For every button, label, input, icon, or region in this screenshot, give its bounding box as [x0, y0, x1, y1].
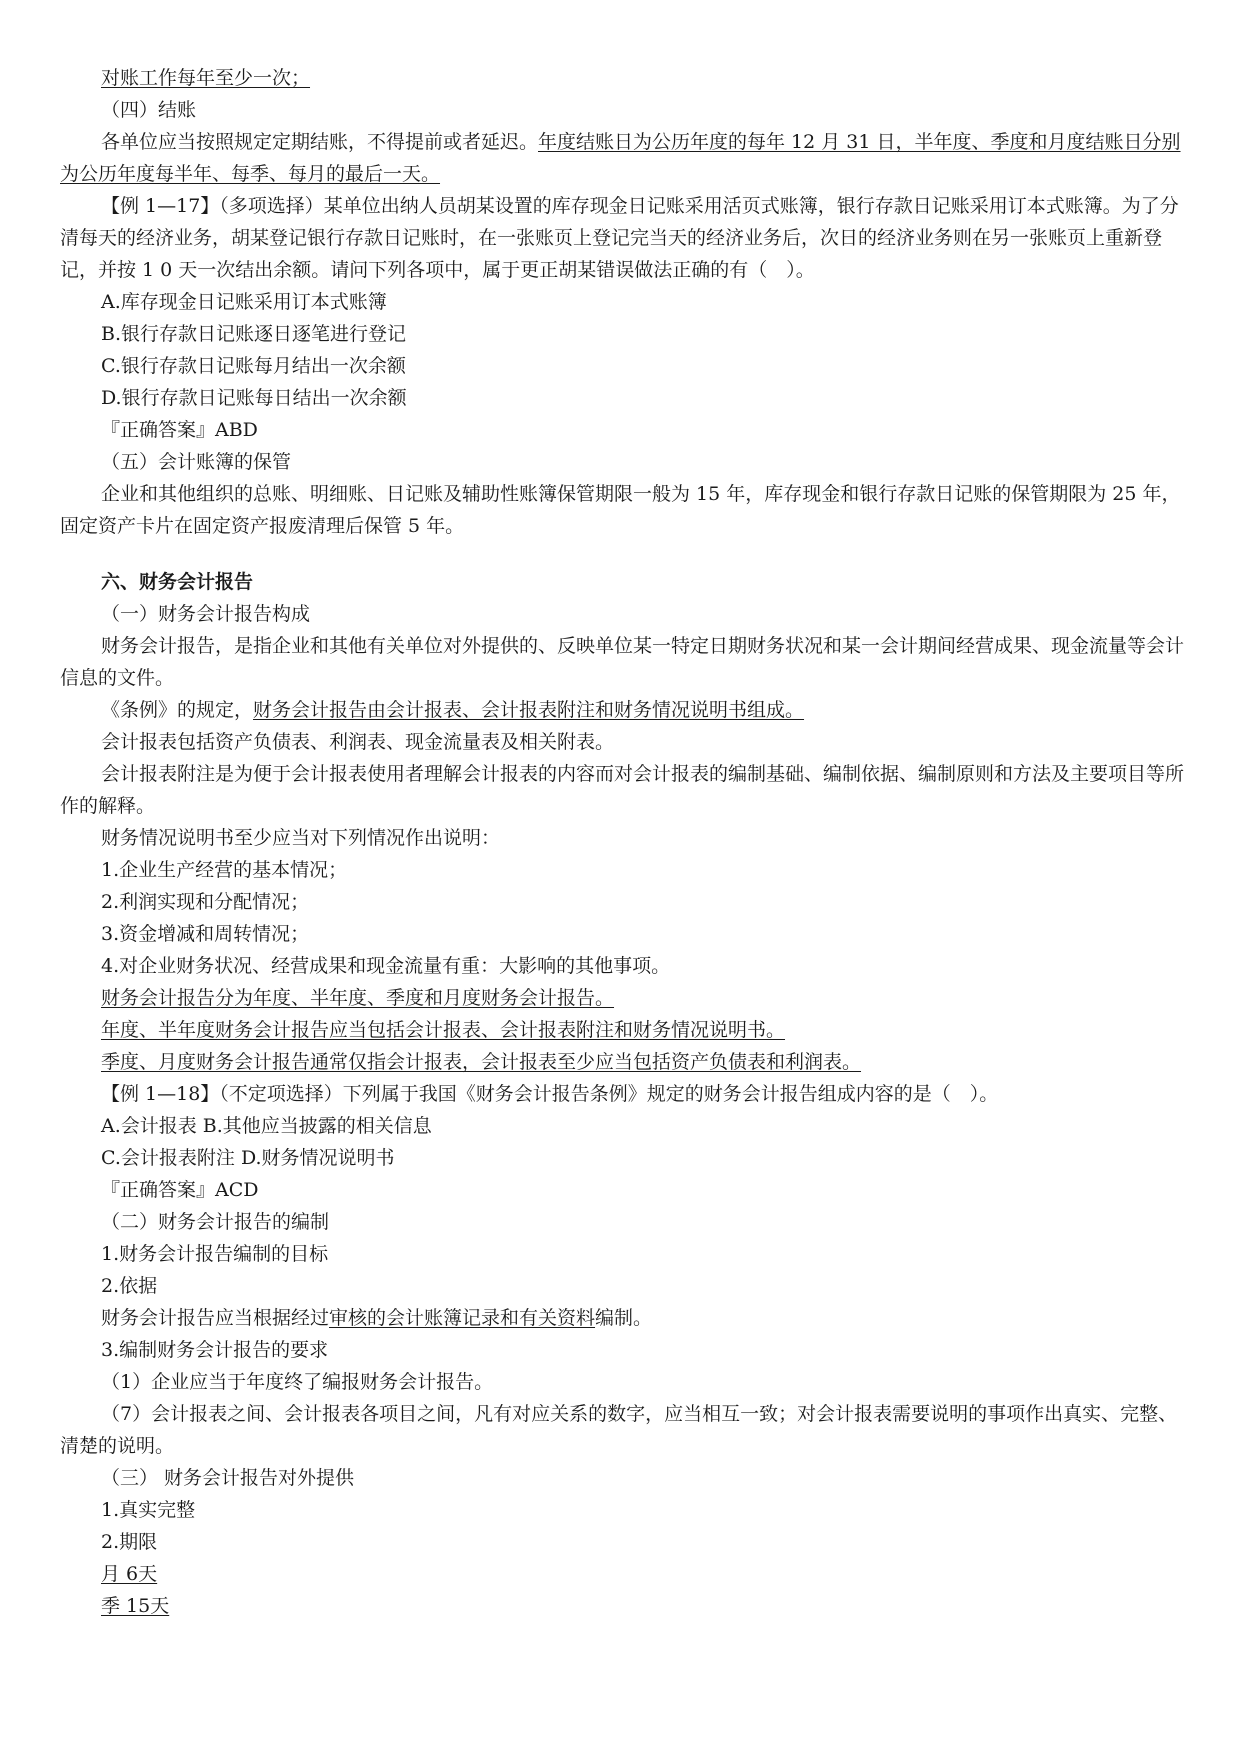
text-run: C.银行存款日记账每月结出一次余额: [101, 355, 406, 377]
text-run: 3.编制财务会计报告的要求: [101, 1339, 329, 1361]
text-line: [60, 950, 1186, 982]
text-line: [60, 350, 1186, 382]
text-run: D.银行存款日记账每日结出一次余额: [101, 387, 407, 409]
text-line: [60, 1078, 1186, 1110]
text-run: 《条例》的规定，: [101, 699, 254, 721]
text-run: 2.依据: [101, 1275, 158, 1297]
text-line: [60, 1558, 1186, 1590]
text-run: C.会计报表附注 D.财务情况说明书: [101, 1147, 395, 1169]
text-line: [60, 1142, 1186, 1174]
text-line: [60, 1526, 1186, 1558]
text-line: [60, 382, 1186, 414]
text-line: [60, 1302, 1186, 1334]
text-line: [60, 598, 1186, 630]
text-line: [60, 1110, 1186, 1142]
text-line: [60, 1334, 1186, 1366]
text-run: 会计报表附注是为便于会计报表使用者理解会计报表的内容而对会计报表的编制基础、编制依据、编制原则和方法及主要项目等所作的解释。: [60, 763, 1185, 817]
text-line: [60, 478, 1186, 542]
text-line: [60, 630, 1186, 694]
text-run: 1.财务会计报告编制的目标: [101, 1243, 329, 1265]
text-line: [60, 126, 1186, 190]
underlined-text: 财务会计报告由会计报表、会计报表附注和财务情况说明书组成。: [253, 699, 805, 721]
underlined-text: 年度、半年度财务会计报告应当包括会计报表、会计报表附注和财务情况说明书。: [101, 1019, 786, 1041]
text-line: [60, 1046, 1186, 1078]
text-run: （7）会计报表之间、会计报表各项目之间，凡有对应关系的数字，应当相互一致；对会计报表需要说明的事项作出真实、完整、清楚的说明。: [60, 1403, 1178, 1457]
text-line: [60, 446, 1186, 478]
underlined-text: 对账工作每年至少一次；: [101, 67, 311, 89]
underlined-text: 财务会计报告分为年度、半年度、季度和月度财务会计报告。: [101, 987, 615, 1009]
text-run: （一）财务会计报告构成: [101, 603, 311, 625]
text-line: [60, 758, 1186, 822]
text-run: 财务会计报告应当根据经过: [101, 1307, 330, 1329]
underlined-text: 季度、月度财务会计报告通常仅指会计报表，会计报表至少应当包括资产负债表和利润表。: [101, 1051, 862, 1073]
text-run: 【例 1—17】（多项选择）某单位出纳人员胡某设置的库存现金日记账采用活页式账簿，银行存款日记账采用订本式账簿。为了分清每天的经济业务，胡某登记银行存款日记账时，在一张账页上登记完当天的经济业务后，次日的经济业务则在另一张账页上重新登记，并按 1 0 天一次结出余额。请问下列各项中，属于更正胡某错误做法正确的有（ ）。: [60, 195, 1179, 281]
text-run: 3.资金增减和周转情况；: [101, 923, 310, 945]
text-line: [60, 918, 1186, 950]
text-run: （四）结账: [101, 99, 197, 121]
text-line: [60, 1270, 1186, 1302]
text-run: 六、财务会计报告: [101, 571, 254, 593]
text-line: [60, 1366, 1186, 1398]
text-run: 2.利润实现和分配情况；: [101, 891, 310, 913]
text-run: （1）企业应当于年度终了编报财务会计报告。: [101, 1371, 494, 1393]
text-run: 编制。: [595, 1307, 653, 1329]
text-run: 【例 1—18】（不定项选择）下列属于我国《财务会计报告条例》规定的财务会计报告组成内容的是（ ）。: [101, 1083, 999, 1105]
text-line: [60, 62, 1186, 94]
text-run: 企业和其他组织的总账、明细账、日记账及辅助性账簿保管期限一般为 15 年，库存现金和银行存款日记账的保管期限为 25 年，固定资产卡片在固定资产报废清理后保管 5 年。: [60, 483, 1181, 537]
text-line: [60, 414, 1186, 446]
text-run: （三） 财务会计报告对外提供: [101, 1467, 355, 1489]
text-run: 『正确答案』ACD: [101, 1179, 259, 1201]
document-body: [60, 62, 1186, 1622]
text-line: [60, 1206, 1186, 1238]
text-run: 1.真实完整: [101, 1499, 196, 1521]
text-line: [60, 886, 1186, 918]
text-line: [60, 726, 1186, 758]
underlined-text: 月 6天: [101, 1563, 158, 1585]
text-run: 各单位应当按照规定定期结账，不得提前或者延迟。: [101, 131, 539, 153]
text-run: 4.对企业财务状况、经营成果和现金流量有重：大影响的其他事项。: [101, 955, 671, 977]
text-run: 2.期限: [101, 1531, 158, 1553]
underlined-text: 季 15天: [101, 1595, 170, 1617]
text-line: [60, 1174, 1186, 1206]
text-line: [60, 822, 1186, 854]
text-line: [60, 1398, 1186, 1462]
text-line: [60, 1014, 1186, 1046]
text-line: [60, 318, 1186, 350]
text-run: （二）财务会计报告的编制: [101, 1211, 330, 1233]
section-heading: [60, 566, 1186, 598]
text-line: [60, 1238, 1186, 1270]
text-line: [60, 982, 1186, 1014]
text-run: A.会计报表 B.其他应当披露的相关信息: [101, 1115, 432, 1137]
underlined-text: 年度结账日为公历年度的每年 12 月 31 日，半年度、季度和月度结账日分别为公历年度每半年、每季、每月的最后一天。: [60, 131, 1181, 185]
text-line: [60, 286, 1186, 318]
text-line: [60, 94, 1186, 126]
text-line: [60, 1462, 1186, 1494]
text-line: [60, 1590, 1186, 1622]
text-line: [60, 854, 1186, 886]
text-run: 『正确答案』ABD: [101, 419, 258, 441]
text-run: 会计报表包括资产负债表、利润表、现金流量表及相关附表。: [101, 731, 615, 753]
text-run: B.银行存款日记账逐日逐笔进行登记: [101, 323, 407, 345]
text-run: 1.企业生产经营的基本情况；: [101, 859, 348, 881]
text-run: A.库存现金日记账采用订本式账簿: [101, 291, 387, 313]
text-run: 财务情况说明书至少应当对下列情况作出说明：: [101, 827, 501, 849]
text-line: [60, 694, 1186, 726]
underlined-text: 审核的会计账簿记录和有关资料: [329, 1307, 596, 1329]
text-line: [60, 190, 1186, 286]
section-gap: [60, 542, 1186, 566]
text-line: [60, 1494, 1186, 1526]
text-run: （五）会计账簿的保管: [101, 451, 292, 473]
text-run: 财务会计报告，是指企业和其他有关单位对外提供的、反映单位某一特定日期财务状况和某一会计期间经营成果、现金流量等会计信息的文件。: [60, 635, 1185, 689]
